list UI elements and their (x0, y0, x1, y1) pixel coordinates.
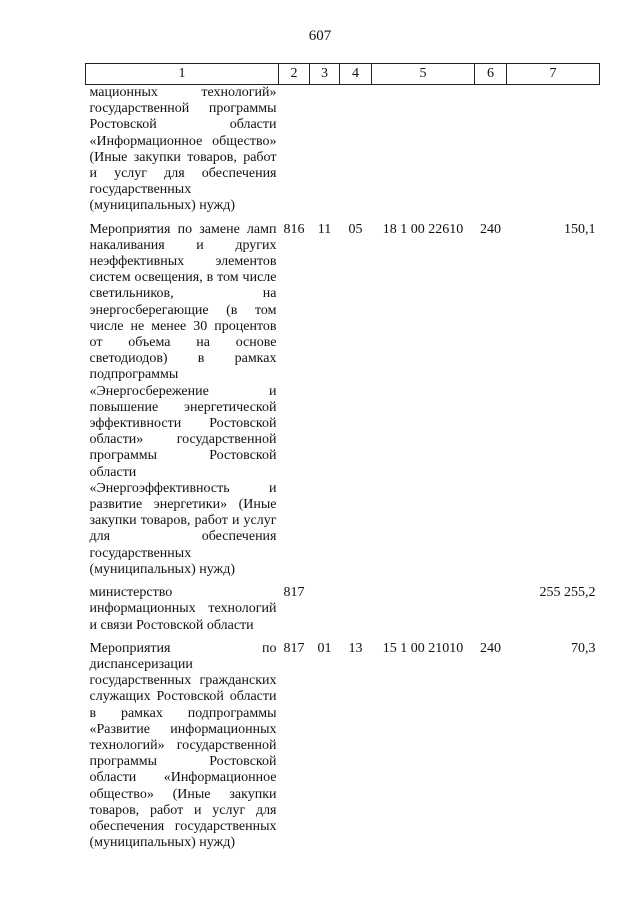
row-description: мационных технологий» государственной программы Ростовской области «Информационное общество» (Иные закупки товаров, работ и услуг для обеспечения государственных (муниципальных) нужд) (89, 85, 277, 214)
amount: 150,1 (564, 221, 596, 237)
section-code: 01 (317, 640, 332, 656)
section-code (310, 585, 340, 641)
target-article-code (372, 85, 475, 222)
subsection-code: 13 (348, 640, 363, 656)
column-header-4: 4 (340, 64, 372, 85)
column-header-1: 1 (86, 64, 279, 85)
ministry-code: 816 (283, 221, 305, 237)
table-row (86, 585, 600, 641)
budget-table (85, 63, 600, 858)
amount: 70,3 (571, 640, 596, 656)
column-header-7: 7 (507, 64, 600, 85)
table-row (86, 85, 600, 222)
subsection-code (340, 85, 372, 222)
amount (507, 85, 600, 222)
table-row (86, 222, 600, 585)
expense-type-code (475, 585, 507, 641)
table-header-row (86, 64, 600, 85)
ministry-code: 817 (283, 640, 305, 656)
target-article-code (372, 585, 475, 641)
row-description: Мероприятия по диспансеризации государственных гражданских служащих Ростовской области в рамках подпрограммы «Развитие информационных технологий» государственной программы Ростовской области «Информационное общество» (Иные закупки товаров, работ и услуг для обеспечения государственных (муниципальных) нужд) (89, 640, 277, 851)
page-number: 607 (308, 28, 332, 44)
column-header-6: 6 (475, 64, 507, 85)
target-article-code: 18 1 00 22610 (382, 221, 464, 237)
expense-type-code (475, 85, 507, 222)
target-article-code: 15 1 00 21010 (382, 640, 464, 656)
expense-type-code: 240 (480, 640, 501, 656)
column-header-5: 5 (372, 64, 475, 85)
row-description: министерство информационных технологий и связи Ростовской области (89, 585, 277, 633)
table-row (86, 641, 600, 859)
column-header-2: 2 (279, 64, 310, 85)
expense-type-code: 240 (480, 221, 501, 237)
subsection-code: 05 (348, 221, 363, 237)
amount: 255 255,2 (539, 585, 596, 601)
column-header-3: 3 (310, 64, 340, 85)
ministry-code (279, 85, 310, 222)
section-code: 11 (317, 221, 332, 237)
row-description: Мероприятия по замене ламп накаливания и других неэффективных элементов систем освещения, в том числе светильников, на энергосберегающие (в том числе не менее 30 процентов от объема на основе светодиодов) в рамках подпрограммы «Энергосбережение и повышение энергетической эффективности Ростовской области» государственной программы Ростовской области «Энергоэффективность и развитие энергетики» (Иные закупки товаров, работ и услуг для обеспечения государственных (муниципальных) нужд) (89, 221, 277, 577)
subsection-code (340, 585, 372, 641)
section-code (310, 85, 340, 222)
ministry-code: 817 (283, 585, 305, 601)
